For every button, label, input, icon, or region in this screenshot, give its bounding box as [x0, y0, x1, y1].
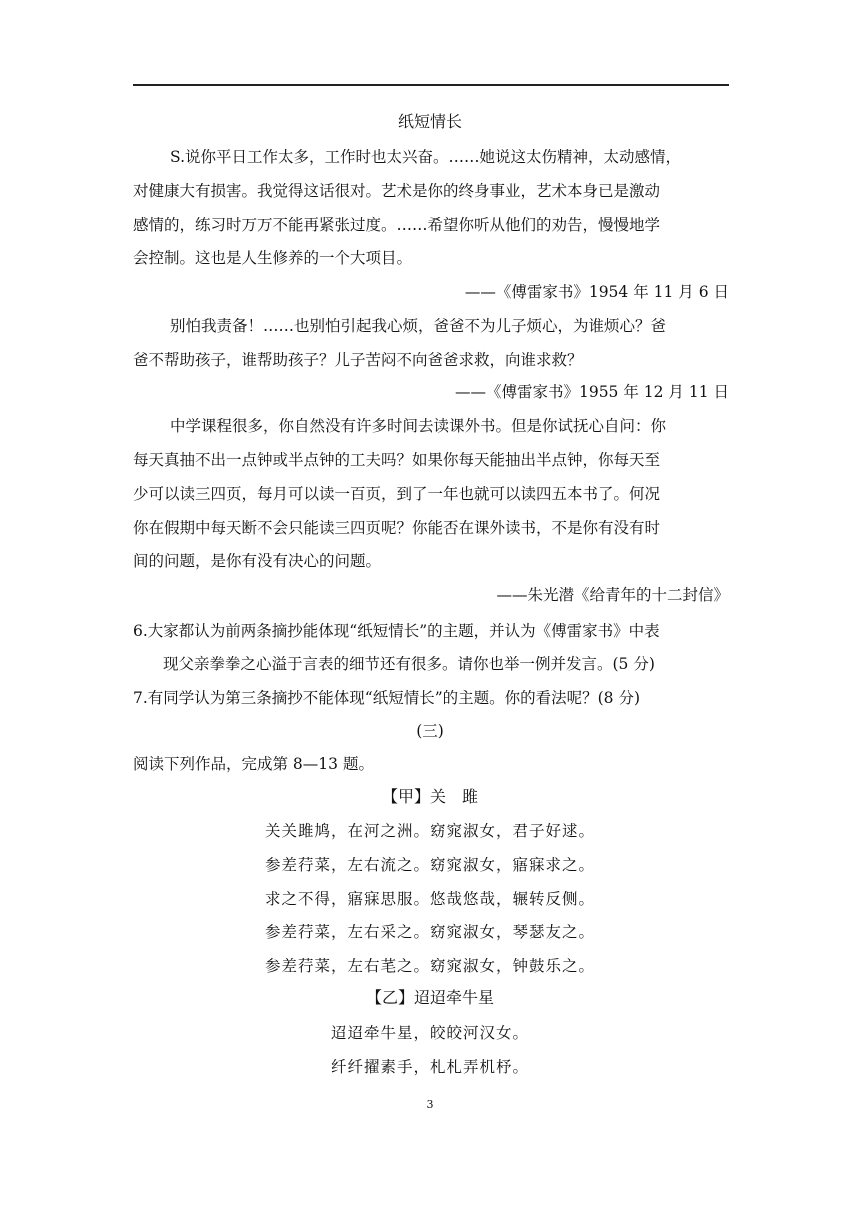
question-6-cont: 现父亲拳拳之心溢于言表的细节还有很多。请你也举一例并发言。(5 分) — [163, 655, 655, 673]
header-rule — [133, 84, 729, 86]
excerpt3-source: ——朱光潜《给青年的十二封信》 — [496, 586, 729, 604]
poem-line: 参差荇菜，左右采之。窈窕淑女，琴瑟友之。 — [264, 923, 595, 941]
excerpt3-line: 你在假期中每天断不会只能读三四页呢？你能否在课外读书，不是你有没有时 — [133, 519, 661, 537]
poem-line: 迢迢牵牛星，皎皎河汉女。 — [330, 1024, 529, 1042]
poem-jia-title: 【甲】关 雎 — [381, 787, 478, 806]
excerpt3-line: 少可以读三四页，每月可以读一百页，到了一年也就可以读四五本书了。何况 — [133, 485, 661, 503]
question-6: 6.大家都认为前两条摘抄能体现“纸短情长”的主题，并认为《傅雷家书》中表 — [133, 622, 660, 640]
poem-line: 纤纤擢素手，札札弄机杼。 — [330, 1058, 529, 1076]
poem-line: 参差荇菜，左右芼之。窈窕淑女，钟鼓乐之。 — [264, 957, 595, 975]
excerpt2-line: 爸不帮助孩子，谁帮助孩子？儿子苦闷不向爸爸求救，向谁求救？ — [133, 351, 583, 369]
poem-line: 求之不得，寤寐思服。悠哉悠哉，辗转反侧。 — [264, 890, 595, 908]
excerpt1-line: S.说你平日工作太多，工作时也太兴奋。……她说这太伤精神，太动感情， — [170, 148, 681, 166]
excerpt1-source: ——《傅雷家书》1954 年 11 月 6 日 — [464, 283, 729, 301]
excerpt2-line: 别怕我责备！……也别怕引起我心烦，爸爸不为儿子烦心，为谁烦心？爸 — [170, 317, 667, 335]
poem-line: 关关雎鸠，在河之洲。窈窕淑女，君子好逑。 — [264, 822, 595, 840]
excerpt1-line: 对健康大有损害。我觉得这话很对。艺术是你的终身事业，艺术本身已是激动 — [133, 182, 661, 200]
excerpt1-line: 感情的，练习时万万不能再紧张过度。……希望你听从他们的劝告，慢慢地学 — [133, 216, 661, 234]
poem-line: 参差荇菜，左右流之。窈窕淑女，寤寐求之。 — [264, 856, 595, 874]
excerpt3-line: 中学课程很多，你自然没有许多时间去读课外书。但是你试抚心自问：你 — [170, 417, 667, 435]
section-title: 纸短情长 — [397, 112, 462, 131]
page-number: 3 — [426, 1098, 434, 1111]
part-instruction: 阅读下列作品，完成第 8—13 题。 — [133, 755, 374, 773]
part-heading: (三) — [416, 722, 444, 740]
poem-yi-title: 【乙】迢迢牵牛星 — [365, 988, 494, 1007]
question-7: 7.有同学认为第三条摘抄不能体现“纸短情长”的主题。你的看法呢？(8 分) — [133, 689, 641, 707]
excerpt1-line: 会控制。这也是人生修养的一个大项目。 — [133, 249, 413, 267]
excerpt2-source: ——《傅雷家书》1955 年 12 月 11 日 — [454, 383, 729, 401]
excerpt3-line: 每天真抽不出一点钟或半点钟的工夫吗？如果你每天能抽出半点钟，你每天至 — [133, 451, 661, 469]
excerpt3-line: 间的问题，是你有没有决心的问题。 — [133, 552, 382, 570]
